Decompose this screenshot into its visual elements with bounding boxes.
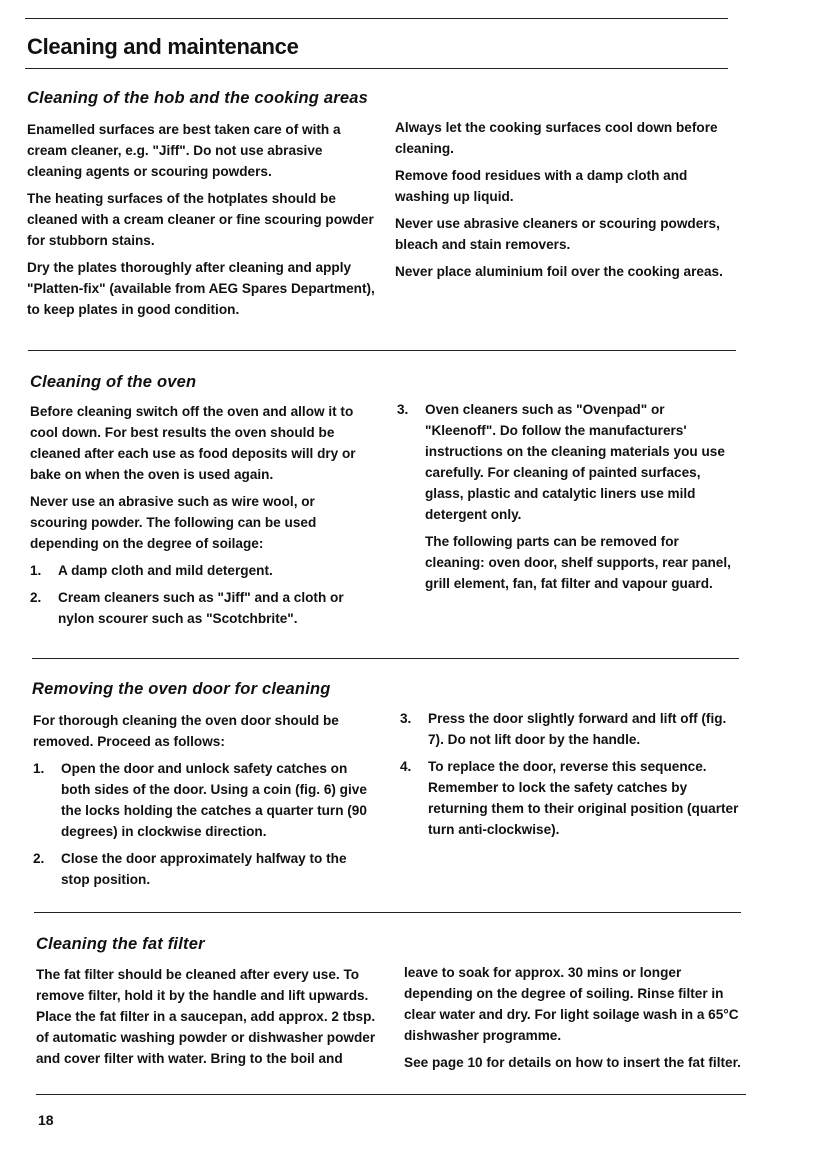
list-item [397, 399, 737, 525]
door-intro: For thorough cleaning the oven door should be removed. Proceed as follows: [33, 713, 339, 749]
list-text: Cream cleaners such as "Jiff" and a cloth or nylon scourer such as "Scotchbrite". [58, 590, 344, 626]
page-number: 18 [38, 1112, 54, 1128]
list-number: 1. [33, 761, 45, 776]
oven-cleaning-options [30, 560, 375, 629]
list-text: Open the door and unlock safety catches on both sides of the door. Using a coin (fig. 6) give the locks holding the catches a quarter turn (90 degrees) in clockwise direction. [61, 761, 367, 839]
list-number: 1. [30, 563, 42, 578]
bottom-rule [36, 1094, 746, 1095]
section-heading-door: Removing the oven door for cleaning [32, 680, 331, 698]
section-heading-oven: Cleaning of the oven [30, 373, 197, 391]
section-heading-fat-filter: Cleaning the fat filter [36, 935, 205, 953]
list-number: 2. [33, 851, 45, 866]
list-number: 4. [400, 759, 412, 774]
door-left-column [33, 710, 373, 896]
page-title: Cleaning and maintenance [27, 34, 299, 59]
door-steps [33, 758, 373, 890]
hob-paragraph: Never place aluminium foil over the cooking areas. [395, 264, 723, 279]
section-divider [32, 658, 739, 659]
oven-paragraph: Before cleaning switch off the oven and allow it to cool down. For best results the oven should be cleaned after each use as food deposits will dry or bake on when the oven is used again. [30, 404, 356, 482]
list-number: 2. [30, 590, 42, 605]
filter-paragraph: leave to soak for approx. 30 mins or longer depending on the degree of soiling. Rinse filter in clear water and dry. For light soilage wash in a 65°C dishwasher programme. [404, 965, 739, 1043]
hob-paragraph: Never use abrasive cleaners or scouring powders, bleach and stain removers. [395, 216, 720, 252]
hob-right-column [395, 117, 735, 288]
oven-paragraph: Never use an abrasive such as wire wool, or scouring powder. The following can be used depending on the degree of soilage: [30, 494, 317, 551]
filter-right-column [404, 962, 744, 1079]
list-number: 3. [400, 711, 412, 726]
list-item [33, 758, 373, 842]
hob-paragraph: Remove food residues with a damp cloth and washing up liquid. [395, 168, 688, 204]
oven-removable-parts: The following parts can be removed for cleaning: oven door, shelf supports, rear panel, grill element, fan, fat filter and vapour guard. [425, 534, 731, 591]
list-text: Close the door approximately halfway to the stop position. [61, 851, 347, 887]
section-heading-hob: Cleaning of the hob and the cooking areas [27, 89, 368, 107]
list-item [400, 708, 740, 750]
section-divider [28, 350, 736, 351]
hob-paragraph: Enamelled surfaces are best taken care of with a cream cleaner, e.g. "Jiff". Do not use abrasive cleaning agents or scouring powders. [27, 122, 341, 179]
section-divider [34, 912, 741, 913]
top-rule [25, 18, 728, 19]
door-steps-cont [400, 708, 740, 840]
filter-paragraph: See page 10 for details on how to insert the fat filter. [404, 1055, 741, 1070]
hob-left-column [27, 119, 377, 326]
hob-paragraph: Dry the plates thoroughly after cleaning and apply "Platten-fix" (available from AEG Spares Department), to keep plates in good condition. [27, 260, 375, 317]
list-item [33, 848, 373, 890]
filter-left-column [36, 964, 381, 1075]
list-item [400, 756, 740, 840]
hob-paragraph: Always let the cooking surfaces cool down before cleaning. [395, 120, 718, 156]
list-item [30, 560, 375, 581]
list-text: A damp cloth and mild detergent. [58, 563, 273, 578]
list-text: Press the door slightly forward and lift off (fig. 7). Do not lift door by the handle. [428, 711, 727, 747]
oven-cleaning-options-cont [397, 399, 737, 525]
list-text: Oven cleaners such as "Ovenpad" or "Kleenoff". Do follow the manufacturers' instructions on the cleaning materials you use carefully. For cleaning of painted surfaces, glass, plastic and catalytic liners use mild detergent only. [425, 402, 725, 522]
hob-paragraph: The heating surfaces of the hotplates should be cleaned with a cream cleaner or fine scouring powder for stubborn stains. [27, 191, 374, 248]
list-number: 3. [397, 402, 409, 417]
list-text: To replace the door, reverse this sequence. Remember to lock the safety catches by returning them to their original position (quarter turn anti-clockwise). [428, 759, 739, 837]
title-rule [25, 68, 728, 69]
list-item [30, 587, 375, 629]
oven-right-column [397, 399, 737, 600]
filter-paragraph: The fat filter should be cleaned after every use. To remove filter, hold it by the handle and lift upwards. Place the fat filter in a saucepan, add approx. 2 tbsp. of automatic washing powder or dishwasher powder and cover filter with water. Bring to the boil and [36, 967, 376, 1066]
oven-left-column [30, 401, 375, 635]
door-right-column [400, 708, 740, 846]
